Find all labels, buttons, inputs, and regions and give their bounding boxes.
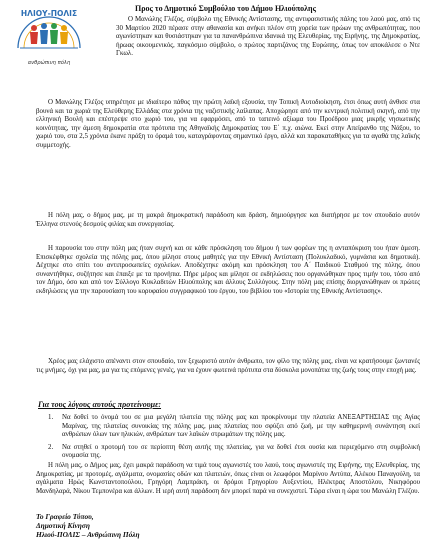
signature-block [36, 512, 140, 539]
proposal-item [40, 414, 420, 440]
proposals-heading: Για τους λόγους αυτούς προτείνουμε: [38, 400, 162, 409]
logo-subtitle: ανθρώπινη πόλη [27, 60, 71, 66]
body-paragraph-duty: Χρέος μας ελάχιστο απέναντι στον σπουδαίο, τον ξεχωριστό αυτόν άνθρωπο, τον φίλο της πόλης μας, είναι να κρατήσουμε ζωντανές τις μνήμες, όχι για μας, μα για τις επόμενες γενιές, για να έχουν φωτεινά πρότυπα στα δύσκολα μονοπάτια της ζωής τους στην εποχή μας. [36, 358, 420, 374]
logo-emblem-icon [6, 2, 92, 62]
organization-logo [6, 2, 92, 70]
signature-organization: Ηλιού-ΠΟΛΙΣ – Ανθρώπινη Πόλη [36, 530, 140, 539]
proposal-number: 1. [48, 414, 54, 421]
proposal-text: Να στηθεί ο προτομή του σε περίοπτη θέση αυτής της πλατείας, για να δοθεί έτσι ουσία και περιεχόμενο στη συμβολική ονομασία της. [62, 443, 420, 459]
body-paragraph-tradition: Η πόλη μας, ο Δήμος μας, έχει μακρά παράδοση να τιμά τους αγωνιστές του λαού, τους αγωνιστές της Ειρήνης, της Ελευθερίας, της Δημοκρατίας, με προτομές, αγάλματα, ονομασίες οδών και πλατειών, όπως είναι οι λεωφόροι Μαρίνου Αντύπα, Αλέκου Παναγούλη, τα αγάλματα Ηρώς Κωνσταντοπούλου, Γρηγόρη Λαμπράκη, οι δρόμοι Γρηγορίου Αυξεντίου, Ηλέκτρας Αποστόλου, Νικηφόρου Μανδηλαρά, Νίκου Τεμπονέρα και άλλων. Η ιερή αυτή παράδοση δεν μπορεί παρά να συνεχιστεί. Τώρα είναι η ώρα του Μανώλη Γλέζου. [36, 462, 420, 495]
signature-movement: Δημοτική Κίνηση [36, 521, 90, 530]
intro-paragraph: Ο Μανώλης Γλέζος, σύμβολο της Εθνικής Αντίστασης, της αντιφασιστικής πάλης του λαού μας, από τις 30 Μαρτίου 2020 πέρασε στην αθανασία και ανήκει πλέον στη χορεία των ηρώων της ανθρωπότητας, που αγωνίστηκαν και θυσιάστηκαν για τα πανανθρώπινα ιδανικά της Ελευθερίας, της Ειρήνης, της Δημοκρατίας, ήρωας οικουμενικός, παγκόσμιο σύμβολο, ο πρώτος παρτιζάνος της Ευρώπης, όπως τον αποκάλεσε ο Ντε Γκωλ. [116, 16, 420, 57]
signature-press-office: Το Γραφείο Τύπου, [36, 512, 94, 521]
body-paragraph-city-ties: Η πόλη μας, ο δήμος μας, με τη μακρά δημοκρατική παράδοση και δράση, δημιούργησε και διατήρησε με τον σπουδαίο αυτόν Έλληνα στενούς δεσμούς φιλίας και συνεργασίας. [36, 212, 420, 228]
svg-text:ΗΛΙΟΥ-ΠΟΛΙΣ: ΗΛΙΟΥ-ΠΟΛΙΣ [20, 9, 78, 18]
proposal-text: Να δοθεί το όνομά του σε μια μεγάλη πλατεία της πόλης μας και προκρίνουμε την πλατεία ΑΝΕΞΑΡΤΗΣΙΑΣ της Αγίας Μαρίνας, της πλατείας συνοικίας της πόλης μας, μιας πλατείας που σφύζει από ζωή, με την καθημερινή συνάντηση εκεί ανθρώπων όλων των ηλικιών, ανθρώπων των λαϊκών στρωμάτων της πόλης μας. [62, 414, 420, 438]
proposal-number: 2. [48, 443, 54, 451]
proposal-item [40, 444, 420, 461]
document-title: Προς το Δημοτικό Συμβούλιο του Δήμου Ηλιούπολης [135, 4, 316, 13]
body-paragraph-local-government: Ο Μανώλης Γλέζος υπηρέτησε με ιδιαίτερο πάθος την πρώτη λαϊκή εξουσία, την Τοπική Αυτοδιοίκηση, έτσι όπως αυτή άνθισε στα βουνά και τα χωριά της Ελεύθερης Ελλάδας στα χρόνια της ναζιστικής λαίλαπας. Αποχώρησε από την κεντρική πολιτική σκηνή, από την ελληνική Βουλή και επέστρεψε στο χωριό του, για να εφαρμόσει, από το ταπεινό αξίωμα του Προέδρου μιας μικρής νησιωτικής κοινότητας, την άμεση δημοκρατία στα πρότυπα της Αθηναϊκής Δημοκρατίας του Ε΄ π.χ. αιώνα. Εκεί στην Απείρανθο της Νάξου, το χωριό του, στα 2,5 χρόνια έκανε πράξη το όραμά του, καταγράφοντας σημαντικό έργο, αλλά και παρακαταθήκες για τα αγαθά της λαϊκής συμμετοχής. [36, 99, 420, 149]
body-paragraph-presence: Η παρουσία του στην πόλη μας ήταν συχνή και σε κάθε πρόσκληση του δήμου ή των φορέων της η ανταπόκριση του ήταν άμεση. Επισκέφθηκε σχολεία της πόλης μας, όπου μίλησε στους μαθητές για την Εθνική Αντίσταση (Πολυκλαδικό, γυμνάσια και δημοτικά). Δέχτηκε στο σπίτι του αντιπροσωπείες σχολείων. Αποδέχτηκε ακόμη και πρόσκληση του Α΄ Παιδικού Σταθμού της πόλης, όπου συναντήθηκε, συζήτησε και έπαιξε με τα προνήπια. Πήρε μέρος και μίλησε σε εκδηλώσεις που οργανώθηκαν προς τιμήν του, τόσο από τον Δήμο, όσο και από τον Σύλλογο Κυκλαδιτών Ηλιούπολης και άλλους Συλλόγους. Στην πόλη μας επίσης διοργανώθηκαν οι πρώτες εκδηλώσεις για την παρουσίαση του κορυφαίου συγγραφικού του έργου, του βιβλίου του «Ιστορία της Εθνικής Αντίστασης». [36, 245, 420, 295]
proposals-list [40, 414, 420, 465]
